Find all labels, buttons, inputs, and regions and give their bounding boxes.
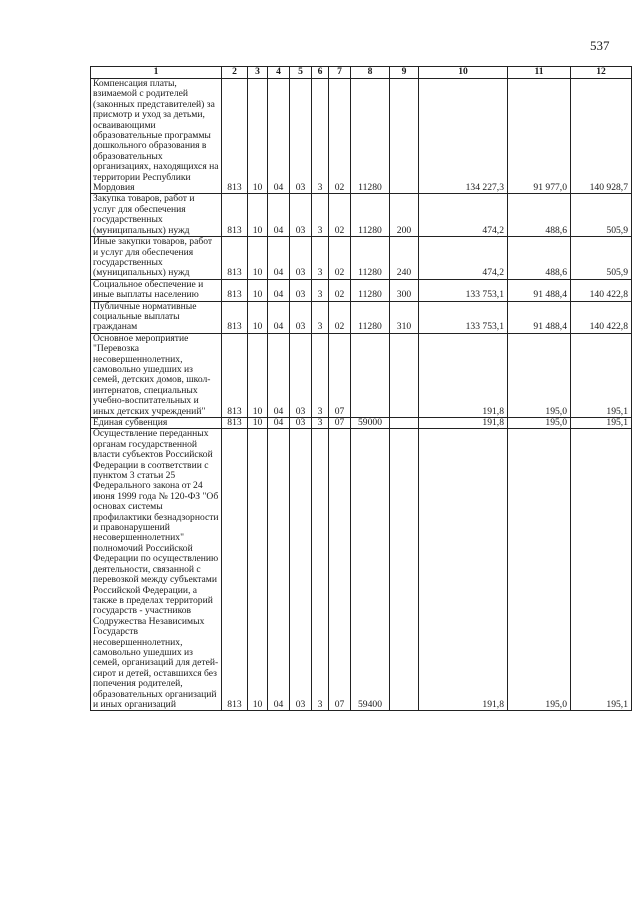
cell-subprogram: 3 — [312, 194, 329, 237]
cell-program: 03 — [290, 418, 312, 429]
cell-code: 813 — [222, 418, 248, 429]
cell-amount-col11: 488,6 — [508, 237, 571, 280]
cell-direction — [351, 333, 390, 417]
budget-table — [90, 66, 632, 711]
table-row — [91, 418, 632, 429]
page-number: 537 — [590, 38, 610, 53]
cell-section: 10 — [248, 79, 268, 194]
table-row — [91, 301, 632, 333]
cell-amount-col12: 140 422,8 — [571, 279, 632, 301]
cell-amount-col11: 195,0 — [508, 429, 571, 711]
cell-event: 07 — [329, 418, 351, 429]
cell-expense-type: 200 — [390, 194, 419, 237]
cell-section: 10 — [248, 279, 268, 301]
cell-subsection: 04 — [268, 418, 290, 429]
cell-code: 813 — [222, 279, 248, 301]
column-header: 3 — [248, 67, 268, 79]
cell-amount-col11: 488,6 — [508, 194, 571, 237]
cell-code: 813 — [222, 237, 248, 280]
cell-subprogram: 3 — [312, 279, 329, 301]
cell-expense-type: 310 — [390, 301, 419, 333]
column-header: 5 — [290, 67, 312, 79]
column-header: 11 — [508, 67, 571, 79]
cell-subsection: 04 — [268, 194, 290, 237]
cell-expense-type: 240 — [390, 237, 419, 280]
cell-program: 03 — [290, 279, 312, 301]
row-name: Закупка товаров, работ и услуг для обеспечения государственных (муниципальных) нужд — [91, 194, 222, 237]
table-row — [91, 194, 632, 237]
cell-amount-col12: 140 422,8 — [571, 301, 632, 333]
cell-amount-col10: 133 753,1 — [419, 301, 508, 333]
column-header: 2 — [222, 67, 248, 79]
table-row — [91, 279, 632, 301]
cell-expense-type — [390, 333, 419, 417]
cell-amount-col12: 140 928,7 — [571, 79, 632, 194]
cell-code: 813 — [222, 429, 248, 711]
cell-program: 03 — [290, 429, 312, 711]
column-header: 8 — [351, 67, 390, 79]
cell-direction: 11280 — [351, 79, 390, 194]
column-header: 9 — [390, 67, 419, 79]
cell-event: 07 — [329, 429, 351, 711]
row-name: Иные закупки товаров, работ и услуг для обеспечения государственных (муниципальных) нужд — [91, 237, 222, 280]
cell-code: 813 — [222, 333, 248, 417]
cell-program: 03 — [290, 333, 312, 417]
cell-subprogram: 3 — [312, 301, 329, 333]
cell-direction: 59000 — [351, 418, 390, 429]
cell-subprogram: 3 — [312, 333, 329, 417]
cell-subprogram: 3 — [312, 429, 329, 711]
column-header: 4 — [268, 67, 290, 79]
cell-amount-col11: 195,0 — [508, 418, 571, 429]
cell-amount-col12: 195,1 — [571, 429, 632, 711]
cell-event: 07 — [329, 333, 351, 417]
cell-expense-type: 300 — [390, 279, 419, 301]
cell-amount-col11: 91 977,0 — [508, 79, 571, 194]
cell-program: 03 — [290, 194, 312, 237]
cell-subprogram: 3 — [312, 418, 329, 429]
column-header: 10 — [419, 67, 508, 79]
cell-subsection: 04 — [268, 79, 290, 194]
header-row — [91, 67, 632, 79]
row-name: Компенсация платы, взимаемой с родителей (законных представителей) за присмотр и уход за детьми, осваивающими образовательные программы дошкольного образования в образовательных организациях, находящихся на территории Республики Мордовия — [91, 79, 222, 194]
cell-subsection: 04 — [268, 301, 290, 333]
cell-section: 10 — [248, 429, 268, 711]
cell-amount-col10: 191,8 — [419, 429, 508, 711]
cell-amount-col10: 191,8 — [419, 418, 508, 429]
cell-program: 03 — [290, 301, 312, 333]
row-name: Основное мероприятие "Перевозка несовершеннолетних, самовольно ушедших из семей, детских домов, школ-интернатов, специальных учебно-воспитательных и иных детских учреждений" — [91, 333, 222, 417]
cell-amount-col10: 191,8 — [419, 333, 508, 417]
cell-amount-col12: 195,1 — [571, 333, 632, 417]
cell-code: 813 — [222, 79, 248, 194]
cell-subsection: 04 — [268, 333, 290, 417]
cell-section: 10 — [248, 418, 268, 429]
cell-event: 02 — [329, 79, 351, 194]
cell-event: 02 — [329, 301, 351, 333]
cell-event: 02 — [329, 194, 351, 237]
row-name: Социальное обеспечение и иные выплаты населению — [91, 279, 222, 301]
cell-amount-col10: 133 753,1 — [419, 279, 508, 301]
cell-code: 813 — [222, 301, 248, 333]
cell-subsection: 04 — [268, 429, 290, 711]
cell-direction: 11280 — [351, 194, 390, 237]
cell-direction: 59400 — [351, 429, 390, 711]
table-row — [91, 237, 632, 280]
cell-event: 02 — [329, 237, 351, 280]
cell-amount-col11: 91 488,4 — [508, 301, 571, 333]
cell-amount-col12: 505,9 — [571, 194, 632, 237]
table-row — [91, 333, 632, 417]
row-name: Осуществление переданных органам государственной власти субъектов Российской Федерации в соответствии с пунктом 3 статьи 25 Федерального закона от 24 июня 1999 года № 120-ФЗ "Об основах системы профилактики безнадзорности и правонарушений несовершеннолетних" полномочий Российской Федерации по осуществлению деятельности, связанной с перевозкой между субъектами Российской Федерации, а также в пределах территорий государств - участников Содружества Независимых Государств несовершеннолетних, самовольно ушедших из семей, организаций для детей-сирот и детей, оставшихся без попечения родителей, образовательных организаций и иных организаций — [91, 429, 222, 711]
cell-section: 10 — [248, 333, 268, 417]
cell-event: 02 — [329, 279, 351, 301]
column-header: 1 — [91, 67, 222, 79]
cell-subsection: 04 — [268, 279, 290, 301]
cell-subprogram: 3 — [312, 79, 329, 194]
table-row — [91, 429, 632, 711]
cell-direction: 11280 — [351, 237, 390, 280]
column-header: 12 — [571, 67, 632, 79]
cell-program: 03 — [290, 79, 312, 194]
cell-amount-col10: 474,2 — [419, 237, 508, 280]
column-header: 6 — [312, 67, 329, 79]
cell-amount-col11: 195,0 — [508, 333, 571, 417]
cell-program: 03 — [290, 237, 312, 280]
cell-expense-type — [390, 418, 419, 429]
cell-expense-type — [390, 79, 419, 194]
cell-amount-col12: 505,9 — [571, 237, 632, 280]
cell-expense-type — [390, 429, 419, 711]
cell-amount-col12: 195,1 — [571, 418, 632, 429]
cell-section: 10 — [248, 237, 268, 280]
cell-subsection: 04 — [268, 237, 290, 280]
cell-amount-col11: 91 488,4 — [508, 279, 571, 301]
cell-amount-col10: 134 227,3 — [419, 79, 508, 194]
cell-direction: 11280 — [351, 279, 390, 301]
cell-code: 813 — [222, 194, 248, 237]
budget-table-container — [90, 66, 632, 711]
cell-section: 10 — [248, 194, 268, 237]
cell-amount-col10: 474,2 — [419, 194, 508, 237]
cell-subprogram: 3 — [312, 237, 329, 280]
cell-direction: 11280 — [351, 301, 390, 333]
column-header: 7 — [329, 67, 351, 79]
row-name: Публичные нормативные социальные выплаты гражданам — [91, 301, 222, 333]
row-name: Единая субвенция — [91, 418, 222, 429]
cell-section: 10 — [248, 301, 268, 333]
table-row — [91, 79, 632, 194]
